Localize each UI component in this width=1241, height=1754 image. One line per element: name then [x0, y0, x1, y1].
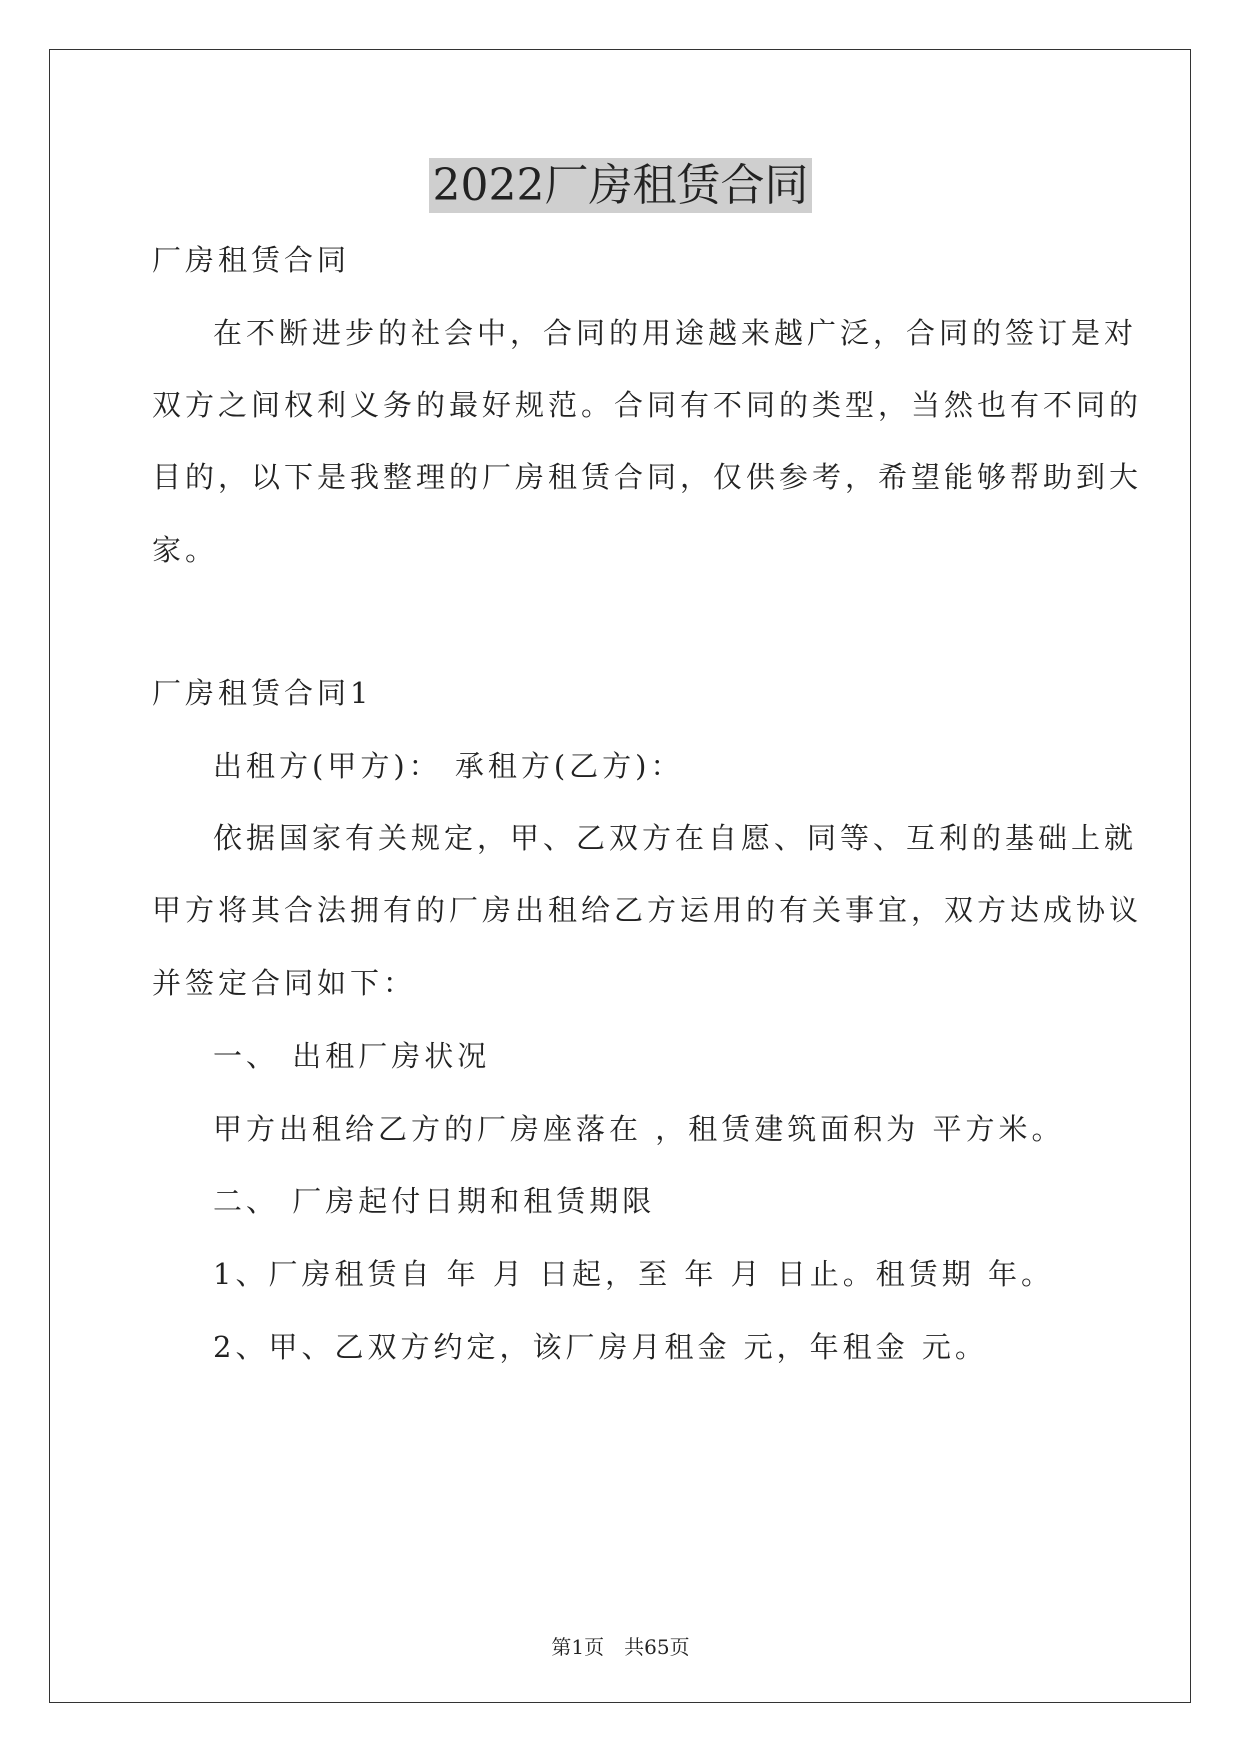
page-border [49, 49, 1191, 1703]
paragraph-line: 2、甲、乙双方约定，该厂房月租金 元，年租金 元。 [213, 1330, 988, 1364]
page-footer [0, 1634, 1241, 1660]
document-title-text: 2022厂房租赁合同 [429, 158, 813, 213]
page-number: 第1页 [551, 1635, 605, 1659]
paragraph-line: 出租方(甲方)： 承租方(乙方)： [213, 749, 684, 783]
paragraph-line: 家。 [152, 533, 219, 567]
page-total: 共65页 [624, 1635, 690, 1659]
paragraph-line: 目的，以下是我整理的厂房租赁合同，仅供参考，希望能够帮助到大 [152, 460, 1143, 494]
section-heading: 厂房租赁合同 [152, 243, 351, 277]
paragraph-line: 甲方出租给乙方的厂房座落在 ，租赁建筑面积为 平方米。 [213, 1112, 1065, 1146]
paragraph-line: 双方之间权利义务的最好规范。合同有不同的类型，当然也有不同的 [152, 388, 1143, 422]
clause-heading: 二、 厂房起付日期和租赁期限 [213, 1184, 656, 1218]
paragraph-line: 在不断进步的社会中，合同的用途越来越广泛，合同的签订是对 [213, 316, 1138, 350]
paragraph-line: 甲方将其合法拥有的厂房出租给乙方运用的有关事宜，双方达成协议 [152, 893, 1143, 927]
paragraph-line: 并签定合同如下： [152, 966, 417, 1000]
document-title [0, 158, 1241, 214]
paragraph-line: 1、厂房租赁自 年 月 日起，至 年 月 日止。租赁期 年。 [213, 1257, 1054, 1291]
clause-heading: 一、 出租厂房状况 [213, 1039, 491, 1073]
section-heading: 厂房租赁合同1 [152, 676, 373, 710]
paragraph-line: 依据国家有关规定，甲、乙双方在自愿、同等、互利的基础上就 [213, 821, 1138, 855]
